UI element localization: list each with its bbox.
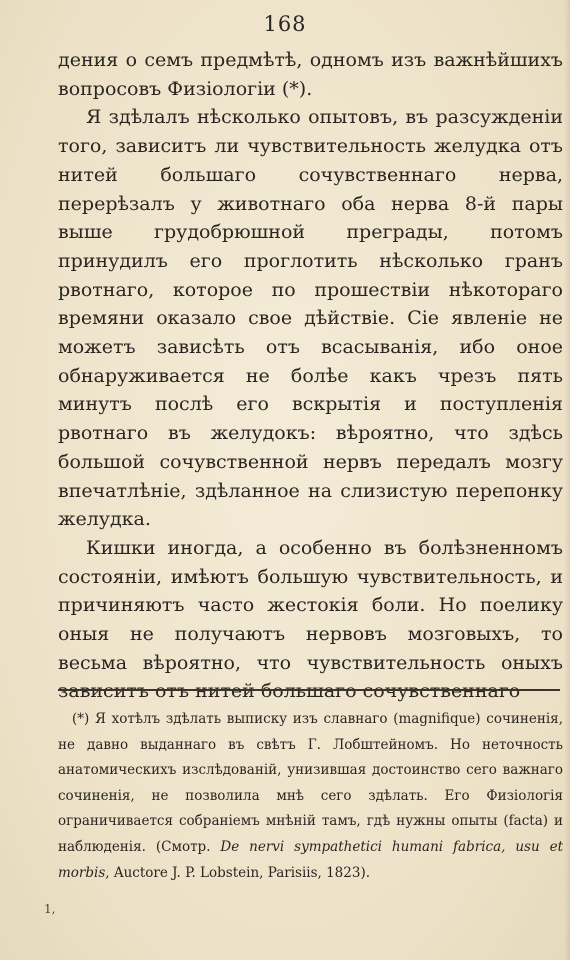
main-text: [58, 46, 563, 706]
page-edge-shadow: [564, 0, 570, 960]
footnote-citation-author-label: , Auctore: [105, 864, 168, 881]
footnote-divider: [58, 689, 560, 691]
page-number: 168: [263, 12, 307, 36]
paragraph-continuation: дения о семъ предмѣтѣ, одномъ изъ важнѣйшихъ вопросовъ Физіологіи (*).: [58, 49, 563, 100]
footnote-citation-title: De nervi sympathetici humani fabrica, usu et morbis: [58, 838, 563, 881]
footnote-text: (*) Я хотѣлъ здѣлать выписку изъ славнаго (magnifique) сочиненія, не давно выданнаго въ свѣтъ Г. Лобштейномъ. Но неточность анатомическихъ изслѣдованій, унизившая достоинство сего важнаго сочиненія, не позволила мнѣ сего здѣлать. Его Физіологія ограничивается собраніемъ мнѣній тамъ, гдѣ нужны опыты (facta) и наблюденія. (Смотр.: [58, 711, 563, 855]
footnote-citation-author: J. P. Lobstein, Parisiis, 1823).: [172, 864, 371, 881]
footnote: [58, 707, 563, 886]
paragraph-experiment: Я здѣлалъ нѣсколько опытовъ, въ разсужденіи того, зависитъ ли чувствительность желудка отъ нитей большаго сочувственнаго нерва, перерѣзалъ у животнаго оба нерва 8-й пары выше грудобрюшной преграды, потомъ принудилъ его проглотить нѣсколько гранъ рвотнаго, которое по прошествіи нѣкотораго времяни оказало свое дѣйствіе. Сіе явленіе не можетъ зависѣть отъ всасыванія, ибо оное обнаруживается не болѣе какъ чрезъ пять минутъ послѣ его вскрытія и поступленія рвотнаго въ желудокъ: вѣроятно, что здѣсь большой сочувственной нервъ передалъ мозгу впечатлѣніе, здѣланное на слизистую перепонку желудка.: [58, 106, 563, 531]
paragraph-intestines: Кишки иногда, а особенно въ болѣзненномъ состояніи, имѣютъ большую чувствительность, и причиняютъ часто жестокія боли. Но поелику оныя не получаютъ нервовъ мозговыхъ, то весьма вѣроятно, что чувствительность оныхъ зависитъ отъ нитей большаго сочувственнаго: [58, 536, 563, 703]
signature-mark: 1,: [44, 902, 56, 916]
